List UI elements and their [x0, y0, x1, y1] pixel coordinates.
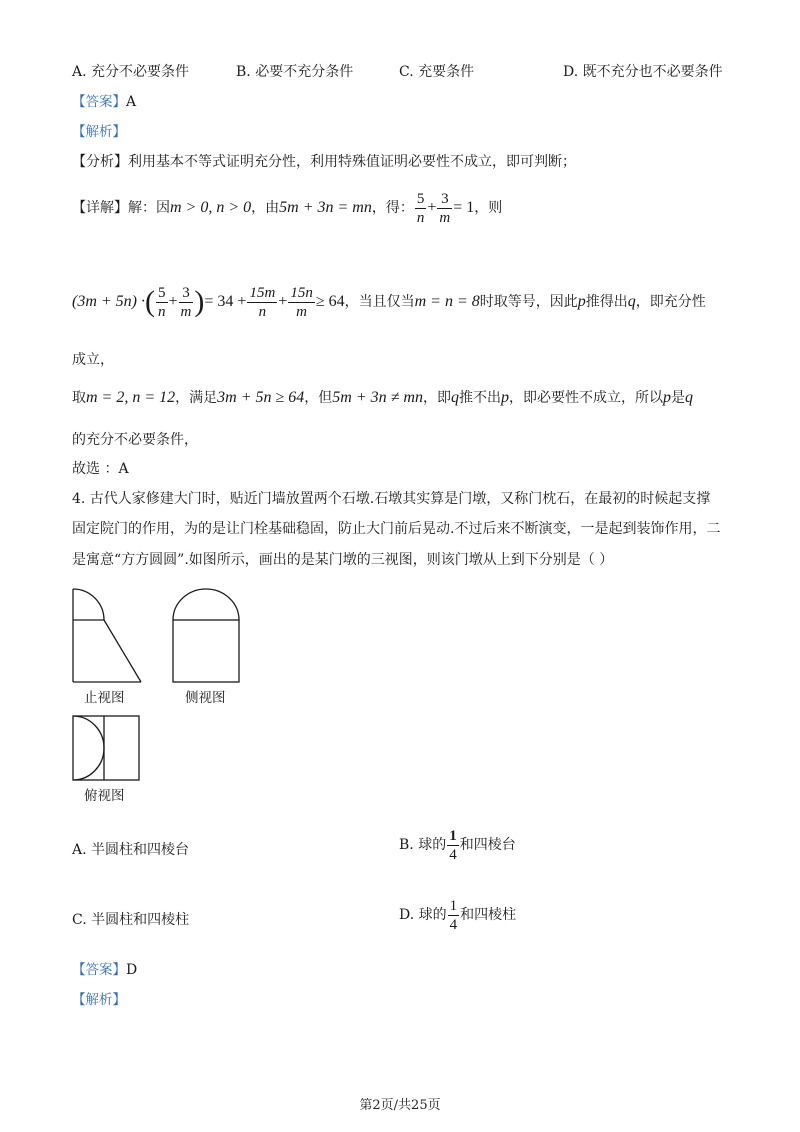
option-b: B. 必要不充分条件: [236, 64, 354, 80]
option-d-pre: D. 球的: [399, 907, 447, 923]
q4-option-d: [399, 890, 516, 940]
q4-option-b: [399, 820, 516, 870]
is-word: 是: [670, 390, 685, 406]
top-outer-rect: [73, 716, 139, 780]
q4-answer-line: [72, 962, 137, 979]
when-rest-3: ，即充分性: [635, 294, 706, 310]
big-plus: +: [278, 293, 288, 310]
answer-value: A: [126, 94, 137, 110]
q4-option-c: C. 半圆柱和四棱柱: [72, 912, 190, 928]
q4-answer-tag: 【答案】: [72, 962, 126, 978]
q4-option-a: A. 半圆柱和四棱台: [72, 842, 190, 858]
top-view-drawing: [72, 715, 140, 781]
when-eq: m = n = 8: [414, 293, 480, 310]
equation-math: 5m + 3n = mn: [279, 199, 372, 216]
take-values: m = 2, n = 12: [86, 389, 176, 406]
necessity-text: ，即必要性不成立，所以: [508, 390, 663, 406]
satisfy-word: ，满足: [175, 390, 218, 406]
detail-pre: 解：因: [128, 200, 170, 216]
big-equation-line: [72, 270, 706, 334]
answer-tag: 【答案】: [72, 94, 126, 110]
q-var: q: [627, 293, 636, 310]
choose-line: 故选 ：A: [72, 461, 129, 477]
option-d: D. 既不充分也不必要条件: [563, 64, 723, 80]
right-paren: ): [194, 285, 205, 318]
neq-math: 5m + 3n ≠ mn: [332, 389, 423, 406]
option-d-post: 和四棱柱: [460, 907, 517, 923]
big-mid: = 34 +: [204, 293, 247, 310]
equals-one: = 1: [453, 199, 475, 216]
q4-stem-line-3: 是寓意“方方圆圆”.如图所示，画出的是某门墩的三视图，则该门墩从上到下分别是（ ）: [72, 552, 614, 568]
big-plus-inner: +: [168, 293, 178, 310]
detail-tail: ，则: [474, 200, 503, 216]
plus-sign: +: [427, 199, 437, 216]
p-var-2: p: [500, 389, 509, 406]
side-view-label: 侧视图: [185, 690, 226, 706]
when-text: ，当且仅当: [344, 294, 415, 310]
page-footer: 第2页/共25页: [359, 1098, 441, 1113]
quarter-fraction-d: $\frac{1}{4}$: [449, 897, 458, 933]
q-var-3: q: [684, 389, 693, 406]
q4-analysis-tag: 【解析】: [72, 992, 126, 1008]
q4-stem-line-1: 4. 古代人家修建大门时，贴近门墙放置两个石墩.石墩其实算是门墩，又称门枕石，在最初的时候起支撑: [72, 491, 711, 507]
side-view-drawing: [172, 588, 240, 684]
fenxi-text: 利用基本不等式证明充分性，利用特殊值证明必要性不成立，即可判断；: [128, 154, 576, 170]
option-b-pre: B. 球的: [399, 837, 447, 853]
conclusion-line: 的充分不必要条件，: [72, 432, 198, 448]
detail-line: [72, 180, 502, 236]
condition-math: m > 0, n > 0: [170, 199, 252, 216]
front-slant-edge: [104, 620, 141, 682]
detail-mid2: ，得：: [371, 200, 414, 216]
big-tail: ≥ 64: [315, 293, 345, 310]
big-left: (3m + 5n) ·: [72, 293, 146, 310]
quarter-fraction: $\frac{1}{4}$: [449, 827, 457, 863]
big-frac-5n: $\frac{5}{n}$: [158, 284, 166, 320]
fenxi-tag: 【分析】: [72, 154, 128, 170]
front-view-drawing: [72, 588, 142, 684]
take-word: 取: [72, 390, 86, 406]
when-rest-1: 时取等号，因此: [479, 294, 578, 310]
left-paren: (: [145, 285, 156, 318]
q4-stem-line-2: 固定院门的作用，为的是让门栓基础稳固，防止大门前后晃动.不过后来不断演变，一是起到装饰作用，二: [72, 521, 721, 537]
big-frac-15m-n: $\frac{15m}{n}$: [249, 284, 276, 320]
side-semicircle: [173, 589, 239, 620]
q4-answer-value: D: [126, 962, 138, 978]
top-semicircle: [73, 716, 104, 780]
detail-tag: 【详解】: [72, 200, 128, 216]
fraction-5-over-n: $\frac{5}{n}$: [416, 190, 425, 226]
option-c: C. 充要条件: [399, 64, 475, 80]
cheng-li-line: 成立，: [72, 352, 114, 368]
option-b-post: 和四棱台: [459, 837, 516, 853]
big-frac-3m: $\frac{3}{m}$: [180, 284, 192, 320]
ineq-math: 3m + 5n ≥ 64: [217, 389, 305, 406]
top-view-label: 俯视图: [84, 788, 125, 804]
counterexample-line: [72, 378, 693, 418]
fraction-3-over-m: $\frac{3}{m}$: [439, 190, 451, 226]
but-word: ，但: [304, 390, 333, 406]
big-frac-15n-m: $\frac{15n}{m}$: [290, 284, 313, 320]
front-view-label: 止视图: [84, 690, 125, 706]
cannot-word: 推不出: [458, 390, 501, 406]
q-var-2: q: [450, 389, 459, 406]
ji-word: ，即: [422, 390, 451, 406]
front-quarter-arc: [73, 589, 104, 620]
when-rest-2: 推得出: [585, 294, 628, 310]
detail-mid1: ，由: [251, 200, 280, 216]
answer-line: [72, 94, 136, 111]
p-var: p: [577, 293, 586, 310]
analysis-tag: 【解析】: [72, 124, 126, 140]
p-var-3: p: [662, 389, 671, 406]
side-rect: [173, 620, 239, 682]
fenxi-line: [72, 154, 576, 171]
option-a: A. 充分不必要条件: [72, 64, 190, 80]
